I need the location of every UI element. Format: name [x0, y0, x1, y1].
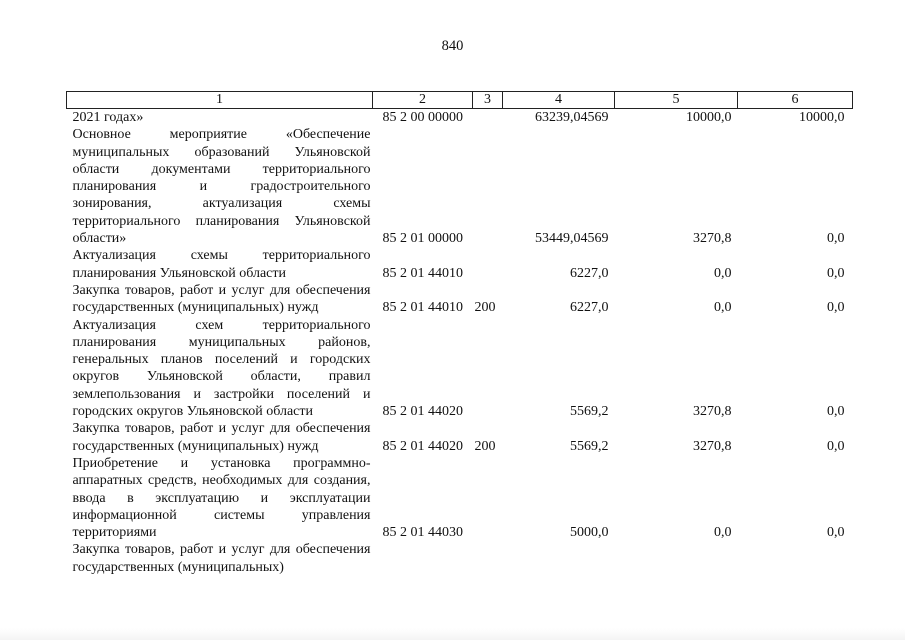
row-value-col4: 5569,2: [570, 438, 609, 454]
header-col-5: 5: [615, 92, 738, 109]
row-code: 85 2 01 44010: [382, 265, 463, 281]
table-row: [67, 317, 853, 421]
row-value-col6: 0,0: [827, 300, 845, 316]
row-value-col6: 0,0: [827, 404, 845, 420]
row-value-col6: 0,0: [827, 265, 845, 281]
row-value-col6: 0,0: [827, 525, 845, 541]
scan-edge: [0, 628, 905, 640]
row-code: 85 2 01 44020: [382, 438, 463, 454]
row-value-col4: 5569,2: [570, 404, 609, 420]
table-row: [67, 282, 853, 317]
row-description: Актуализация схемы территориального планирования Ульяновской области: [72, 248, 371, 281]
row-value-col5: [615, 541, 738, 576]
row-description: Закупка товаров, работ и услуг для обеспечения государственных (муниципальных) нужд: [72, 282, 371, 316]
header-col-1: 1: [67, 92, 373, 109]
budget-table-container: [66, 91, 852, 576]
row-description: 2021 годах»: [72, 110, 144, 125]
header-col-2: 2: [373, 92, 473, 109]
row-description: Основное мероприятие «Обеспечение муниципальных образований Ульяновской области документами территориального планирования и градостроительного зонирования, актуализация схемы территориального планирования Ульяновской области»: [72, 127, 371, 247]
row-value-col6: 0,0: [827, 438, 845, 454]
table-row: [67, 420, 853, 455]
row-code: 85 2 00 00000: [382, 110, 463, 125]
row-description: Закупка товаров, работ и услуг для обеспечения государственных (муниципальных): [72, 542, 371, 575]
row-value-col4: 53449,04569: [535, 231, 609, 247]
row-value-col4: 5000,0: [570, 525, 609, 541]
table-row: [67, 109, 853, 127]
row-expense-type: [473, 109, 503, 127]
row-value-col5: 0,0: [714, 525, 732, 541]
row-value-col5: 3270,8: [693, 404, 732, 420]
row-code: 85 2 01 44010: [382, 300, 463, 316]
table-row: [67, 247, 853, 282]
row-value-col4: 6227,0: [570, 265, 609, 281]
row-value-col5: 10000,0: [686, 110, 732, 125]
budget-table: [66, 91, 853, 576]
header-col-6: 6: [738, 92, 853, 109]
row-value-col6: [738, 541, 853, 576]
row-description: Актуализация схем территориального планирования муниципальных районов, генеральных планов поселений и городских округов Ульяновской области, правил землепользования и застройки поселений и городских округов Ульяновской области: [72, 317, 371, 420]
row-value-col6: 0,0: [827, 231, 845, 247]
row-value-col5: 0,0: [714, 300, 732, 316]
table-row: [67, 455, 853, 541]
row-expense-type: [473, 317, 503, 421]
row-value-col6: 10000,0: [799, 110, 845, 125]
row-description: Закупка товаров, работ и услуг для обеспечения государственных (муниципальных) нужд: [72, 421, 371, 454]
row-value-col5: 0,0: [714, 265, 732, 281]
row-expense-type: [473, 541, 503, 576]
table-row: [67, 541, 853, 576]
row-value-col5: 3270,8: [693, 231, 732, 247]
row-code: 85 2 01 44030: [382, 525, 463, 541]
page-number: 840: [441, 38, 464, 54]
header-col-3: 3: [473, 92, 503, 109]
row-value-col4: 63239,04569: [535, 110, 609, 125]
header-row: [67, 92, 853, 109]
row-value-col4: 6227,0: [570, 300, 609, 316]
row-expense-type: [473, 126, 503, 247]
row-expense-type: [473, 455, 503, 541]
header-col-4: 4: [503, 92, 615, 109]
row-expense-type: 200: [474, 300, 496, 316]
table-body: [67, 109, 853, 577]
row-expense-type: 200: [474, 438, 496, 454]
table-header: [67, 92, 853, 109]
row-description: Приобретение и установка программно-аппаратных средств, необходимых для создания, ввода в эксплуатацию и эксплуатации информационной системы управления территориями: [72, 455, 371, 541]
row-value-col5: 3270,8: [693, 438, 732, 454]
row-code: 85 2 01 44020: [382, 404, 463, 420]
row-value-col4: [503, 541, 615, 576]
row-expense-type: [473, 247, 503, 282]
table-row: [67, 126, 853, 247]
row-code: 85 2 01 00000: [382, 231, 463, 247]
row-code: [373, 541, 473, 576]
